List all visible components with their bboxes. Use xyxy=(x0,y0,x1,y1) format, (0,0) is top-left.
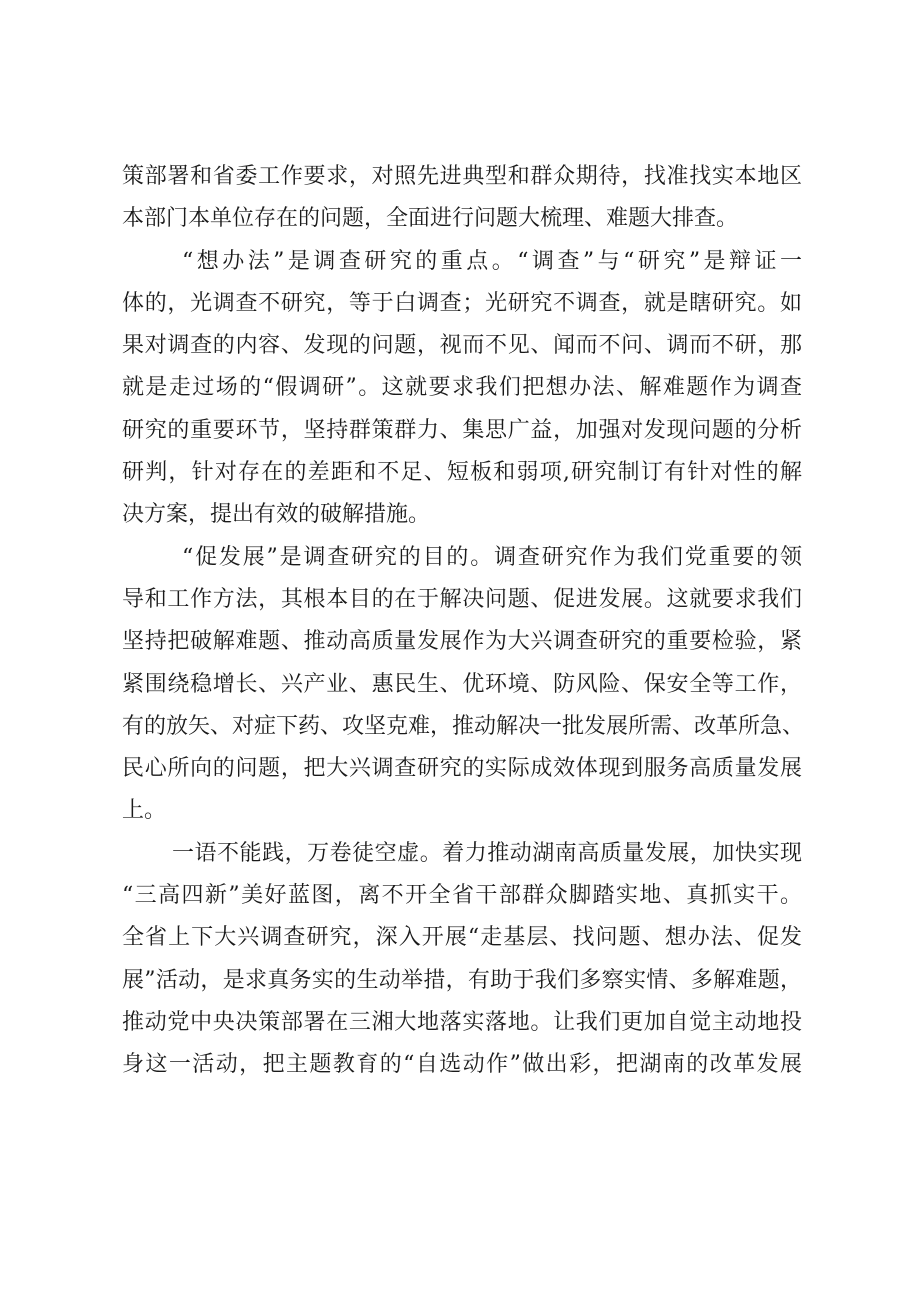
text-line: 紧围绕稳增长、兴产业、惠民生、优环境、防风险、保安全等工作， xyxy=(122,671,802,697)
text-line: 展”活动，是求真务实的生动举措，有助于我们多察实情、多解难题， xyxy=(122,967,802,993)
text-line: 有的放矢、对症下药、攻坚克难，推动解决一批发展所需、改革所急、 xyxy=(122,713,805,739)
text-line: 全省上下大兴调查研究，深入开展“走基层、找问题、想办法、促发 xyxy=(122,925,802,951)
text-line: 导和工作方法，其根本目的在于解决问题、促进发展。这就要求我们 xyxy=(122,586,802,612)
text-line: 研究的重要环节，坚持群策群力、集思广益，加强对发现问题的分析 xyxy=(122,417,802,443)
text-line: 身这一活动，把主题教育的“自选动作”做出彩，把湖南的改革发展 xyxy=(122,1052,802,1078)
text-line: “三高四新”美好蓝图，离不开全省干部群众脚踏实地、真抓实干。 xyxy=(122,883,802,909)
text-line: 体的，光调查不研究，等于白调查；光研究不调查，就是瞎研究。如 xyxy=(122,290,802,316)
body-text xyxy=(122,156,805,1087)
text-line: 上。 xyxy=(122,798,167,824)
text-line: 就是走过场的“假调研”。这就要求我们把想办法、解难题作为调查 xyxy=(122,375,802,401)
text-line: 本部门本单位存在的问题，全面进行问题大梳理、难题大排查。 xyxy=(122,206,739,232)
paragraph-first-line: “促发展”是调查研究的目的。调查研究作为我们党重要的领 xyxy=(182,544,802,570)
text-line: 决方案，提出有效的破解措施。 xyxy=(122,502,431,528)
text-line: 推动党中央决策部署在三湘大地落实落地。让我们更加自觉主动地投 xyxy=(122,1009,802,1035)
paragraph-first-line: “想办法”是调查研究的重点。“调查”与“研究”是辩证一 xyxy=(182,248,802,274)
paragraph-first-line: 一语不能践，万卷徒空虚。着力推动湖南高质量发展，加快实现 xyxy=(172,840,802,866)
text-line: 民心所向的问题，把大兴调查研究的实际成效体现到服务高质量发展 xyxy=(122,756,802,782)
text-line: 研判，针对存在的差距和不足、短板和弱项,研究制订有针对性的解 xyxy=(122,460,802,486)
text-line: 果对调查的内容、发现的问题，视而不见、闻而不问、调而不研，那 xyxy=(122,333,802,359)
text-line: 策部署和省委工作要求，对照先进典型和群众期待，找准找实本地区 xyxy=(122,164,802,189)
text-line: 坚持把破解难题、推动高质量发展作为大兴调查研究的重要检验，紧 xyxy=(122,629,802,655)
